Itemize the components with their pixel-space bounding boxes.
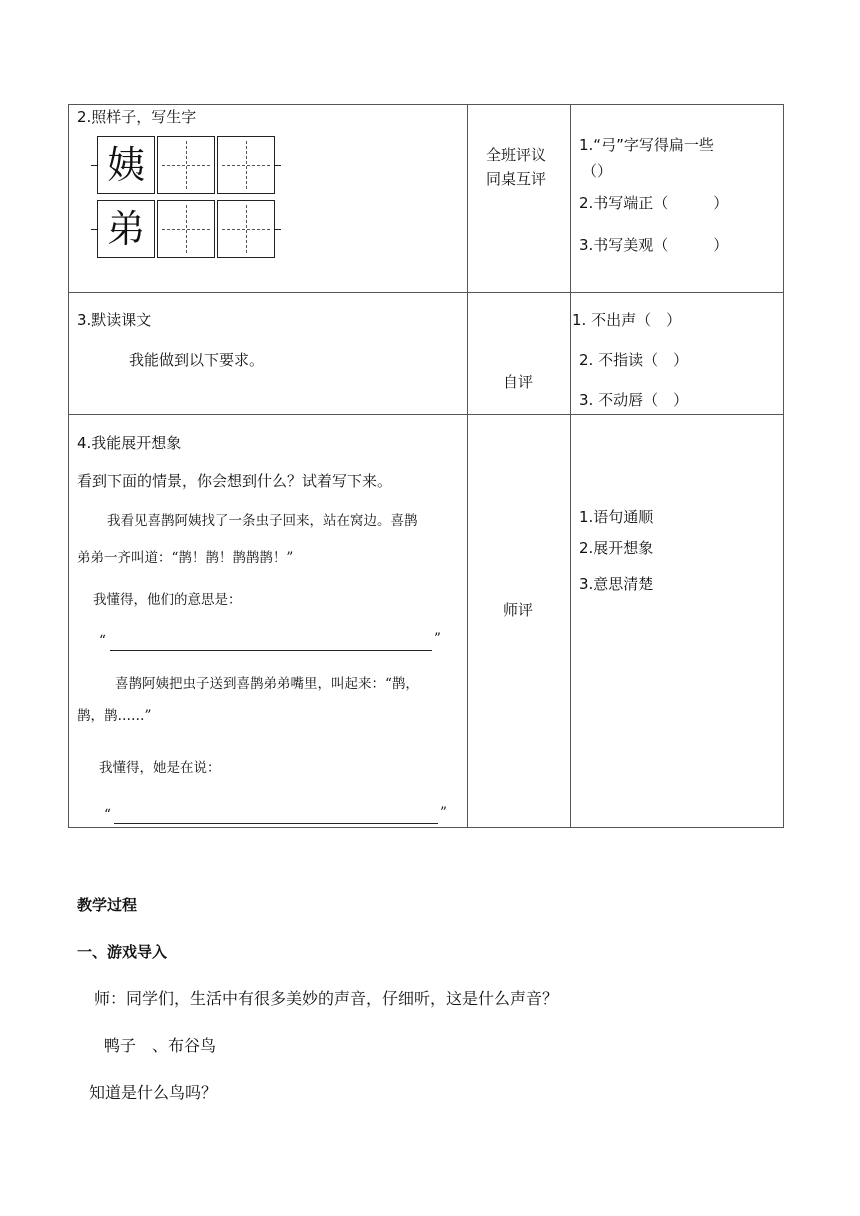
criteria-item: 1.语句通顺 xyxy=(579,508,654,526)
table-col-divider xyxy=(467,104,468,828)
story-text: 我懂得，他们的意思是： xyxy=(93,592,242,608)
story-text: 鹊，鹊……” xyxy=(77,708,152,724)
criteria-item: 1. 不出声（ ） xyxy=(572,311,682,329)
task-description: 我能做到以下要求。 xyxy=(129,351,265,369)
sample-character: 弟 xyxy=(106,207,145,251)
quote-mark: “ xyxy=(104,807,111,823)
task-title: 4.我能展开想象 xyxy=(77,434,182,452)
section-heading: 教学过程 xyxy=(77,896,138,914)
quote-mark: “ xyxy=(99,633,106,649)
criteria-item: 3.意思清楚 xyxy=(579,575,654,593)
criteria-item: 2.展开想象 xyxy=(579,539,654,557)
sample-character: 姨 xyxy=(106,143,145,187)
evaluation-method: 自评 xyxy=(503,373,534,391)
criteria-item: 3.书写美观（ ） xyxy=(579,236,729,254)
evaluation-method: 师评 xyxy=(503,601,534,619)
writing-grid-cell[interactable] xyxy=(157,136,215,194)
subsection-heading: 一、游戏导入 xyxy=(77,943,168,961)
table-row-divider xyxy=(68,414,784,415)
quote-mark: ” xyxy=(440,805,447,821)
criteria-item: 2.书写端正（ ） xyxy=(579,194,729,212)
task-prompt: 看到下面的情景，你会想到什么？试着写下来。 xyxy=(77,472,393,490)
writing-grid-row xyxy=(97,200,277,258)
answer-blank[interactable] xyxy=(114,823,438,824)
criteria-item: （） xyxy=(582,162,613,180)
table-border-bottom xyxy=(68,827,784,828)
table-border-right xyxy=(783,104,784,828)
table-row-divider xyxy=(68,292,784,293)
story-text: 我懂得，她是在说： xyxy=(99,760,221,776)
criteria-item: 1.“弓”字写得扁一些 xyxy=(579,136,714,154)
body-text: 鸭子 、布谷鸟 xyxy=(104,1036,217,1055)
task-title: 2.照样子，写生字 xyxy=(77,108,197,126)
criteria-item: 3. 不动唇（ ） xyxy=(579,391,689,409)
table-border-left xyxy=(68,104,69,828)
body-text: 知道是什么鸟吗？ xyxy=(89,1083,218,1102)
evaluation-method: 全班评议 xyxy=(486,146,547,164)
criteria-item: 2. 不指读（ ） xyxy=(579,351,689,369)
evaluation-method: 同桌互评 xyxy=(486,170,547,188)
quote-mark: ” xyxy=(434,631,441,647)
writing-grid-cell xyxy=(97,136,155,194)
story-text: 喜鹊阿姨把虫子送到喜鹊弟弟嘴里，叫起来：“鹊， xyxy=(115,676,419,692)
story-text: 我看见喜鹊阿姨找了一条虫子回来，站在窝边。喜鹊 xyxy=(107,513,418,529)
writing-grid-cell[interactable] xyxy=(157,200,215,258)
table-border-top xyxy=(68,104,784,105)
writing-grid-cell[interactable] xyxy=(217,200,275,258)
writing-grid-cell[interactable] xyxy=(217,136,275,194)
story-text: 弟弟一齐叫道：“鹊！鹊！鹊鹊鹊！” xyxy=(77,550,294,566)
table-col-divider xyxy=(570,104,571,828)
answer-blank[interactable] xyxy=(110,650,432,651)
writing-grid-cell xyxy=(97,200,155,258)
body-text: 师：同学们，生活中有很多美妙的声音，仔细听，这是什么声音？ xyxy=(94,989,559,1008)
task-title: 3.默读课文 xyxy=(77,311,152,329)
writing-grid-row xyxy=(97,136,277,194)
